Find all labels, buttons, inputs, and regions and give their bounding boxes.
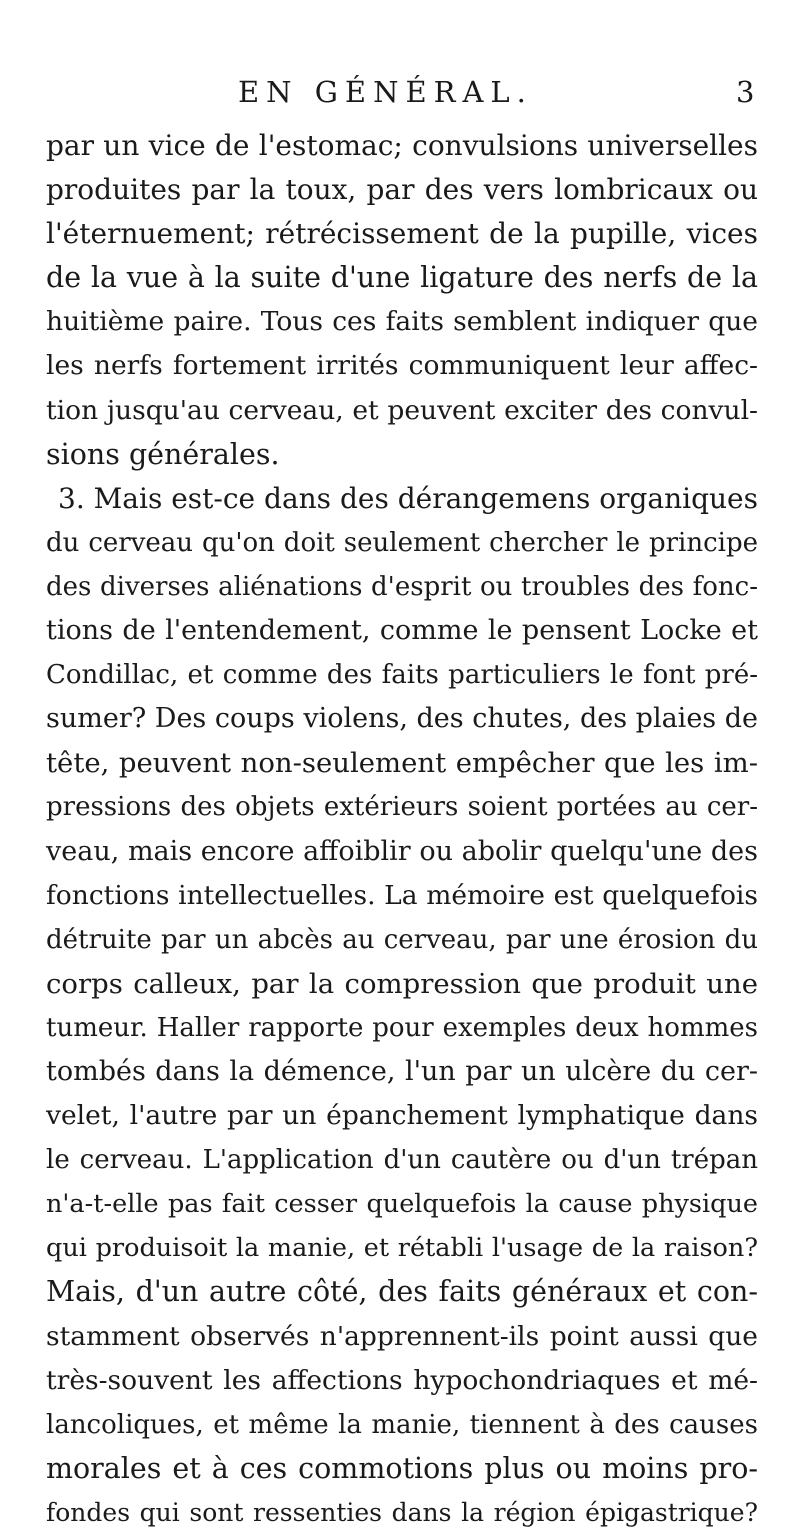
text-line: corps calleux, par la compression que produit une	[46, 967, 758, 1000]
text-line: détruite par un abcès au cerveau, par une érosion du	[46, 924, 758, 955]
text-line: le cerveau. L'application d'un cautère ou d'un trépan	[46, 1145, 758, 1176]
text-line: très-souvent les affections hypochondriaques et mé-	[46, 1364, 758, 1396]
text-line: tête, peuvent non-seulement empêcher que les im-	[46, 747, 758, 780]
text-line: n'a-t-elle pas fait cesser quelquefois la cause physique	[46, 1189, 758, 1220]
text-line: tombés dans la démence, l'un par un ulcère du cer-	[46, 1055, 758, 1087]
page-number: 3	[736, 75, 755, 109]
text-line: tions de l'entendement, comme le pensent Locke et	[46, 615, 758, 647]
text-line: tion jusqu'au cerveau, et peuvent exciter des convul-	[46, 394, 758, 426]
text-line: des diverses aliénations d'esprit ou troubles des fonc-	[46, 571, 758, 602]
running-title: EN GÉNÉRAL.	[238, 75, 533, 109]
text-line: morales et à ces commotions plus ou moins pro-	[46, 1451, 758, 1485]
text-line: sumer? Des coups violens, des chutes, des plaies de	[46, 703, 758, 735]
running-header	[0, 72, 800, 112]
text-line: stamment observés n'apprennent-ils point aussi que	[46, 1320, 758, 1352]
text-line: huitième paire. Tous ces faits semblent indiquer que	[46, 306, 758, 338]
text-line: lancoliques, et même la manie, tiennent à des causes	[46, 1409, 758, 1440]
text-line: du cerveau qu'on doit seulement chercher le principe	[46, 527, 758, 558]
text-line: veau, mais encore affoiblir ou abolir quelqu'une des	[46, 835, 758, 867]
text-line: sions générales.	[46, 437, 280, 471]
text-line: qui produisoit la manie, et rétabli l'usage de la raison?	[46, 1233, 758, 1264]
text-line: Condillac, et comme des faits particuliers le font pré-	[46, 660, 758, 691]
text-line: de la vue à la suite d'une ligature des nerfs de la	[46, 261, 758, 295]
text-line: les nerfs fortement irrités communiquent leur affec-	[46, 350, 758, 382]
text-line: velet, l'autre par un épanchement lymphatique dans	[46, 1100, 758, 1132]
paragraph-start: 3. Mais est-ce dans des dérangemens organiques	[58, 481, 758, 515]
text-line: Mais, d'un autre côté, des faits généraux et con-	[46, 1275, 758, 1309]
body-text	[46, 124, 758, 1535]
text-line: l'éternuement; rétrécissement de la pupille, vices	[46, 217, 758, 251]
text-line: pressions des objets extérieurs soient portées au cer-	[46, 792, 758, 823]
text-line: fondes qui sont ressenties dans la région épigastrique?	[46, 1497, 758, 1527]
text-line: tumeur. Haller rapporte pour exemples deux hommes	[46, 1012, 758, 1043]
text-line: fonctions intellectuelles. La mémoire est quelquefois	[46, 879, 758, 911]
text-line: produites par la toux, par des vers lombricaux ou	[46, 173, 758, 207]
text-line: par un vice de l'estomac; convulsions universelles	[46, 129, 758, 162]
